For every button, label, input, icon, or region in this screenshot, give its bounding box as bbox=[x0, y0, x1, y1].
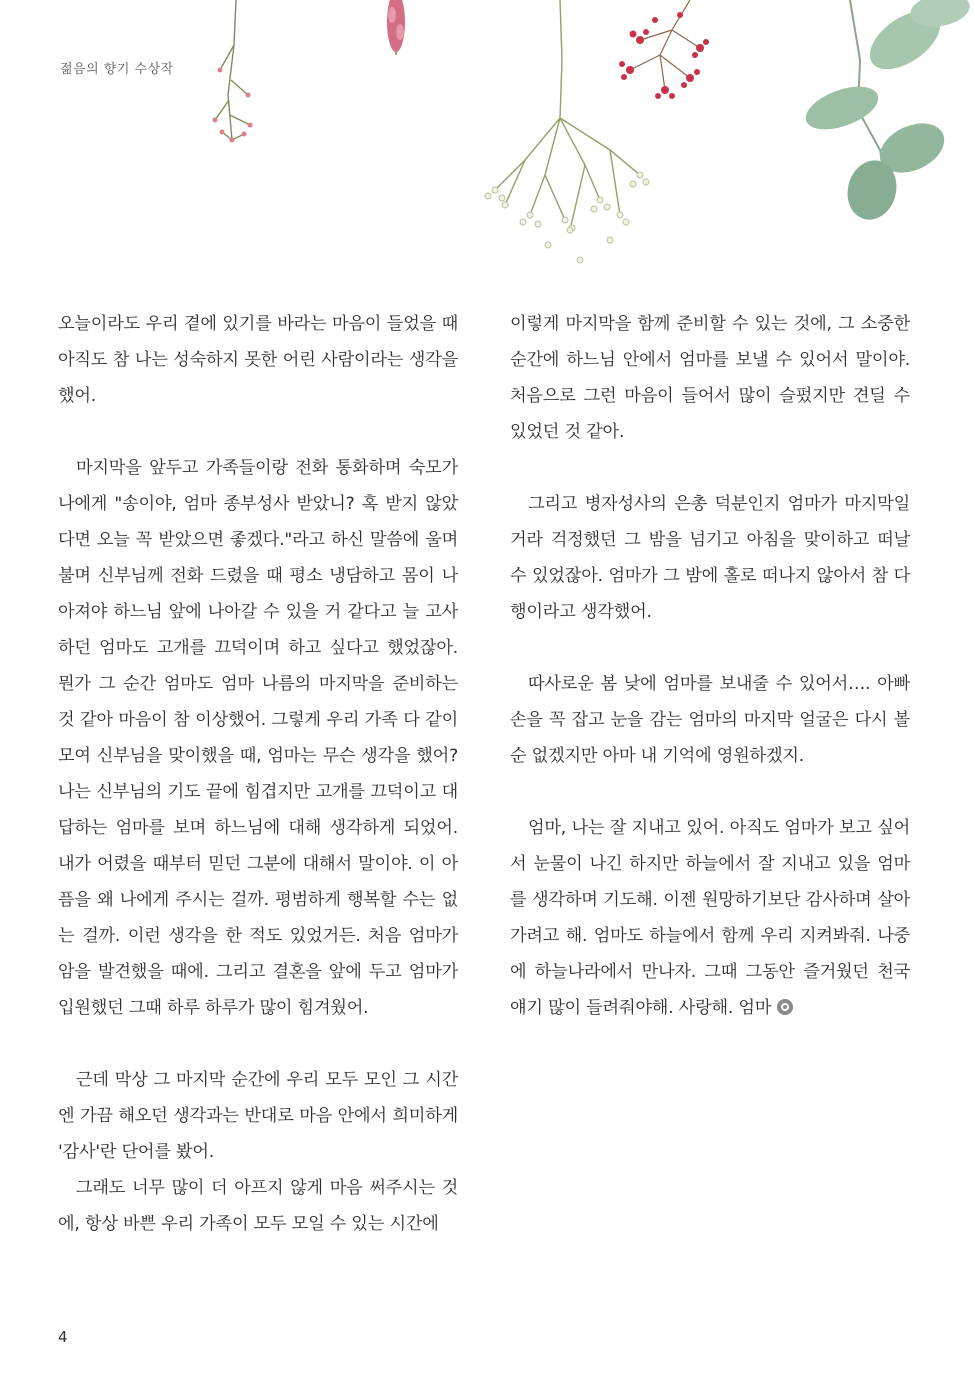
right-paragraph-3: 따사로운 봄 낮에 엄마를 보내줄 수 있어서…. 아빠 손을 꼭 잡고 눈을 감는 엄마의 마지막 얼굴은 다시 볼 순 없겠지만 아마 내 기억에 영원하겠지. bbox=[510, 674, 910, 766]
right-column bbox=[510, 306, 910, 1026]
right-paragraph-4 bbox=[510, 810, 910, 1026]
eucalyptus-branch bbox=[800, 0, 972, 225]
left-paragraph-1: 오늘이라도 우리 곁에 있기를 바라는 마음이 들었을 때 아직도 참 나는 성숙하지 못한 어린 사람이라는 생각을 했어. bbox=[58, 314, 458, 406]
running-header: 젊음의 향기 수상작 bbox=[60, 62, 174, 77]
pink-spike-flower bbox=[387, 0, 405, 55]
left-column bbox=[58, 306, 458, 1242]
page-number: 4 bbox=[58, 1328, 68, 1346]
right-paragraph-1: 이렇게 마지막을 함께 준비할 수 있는 것에, 그 소중한 순간에 하느님 안에서 엄마를 보낼 수 있어서 말이야. 처음으로 그런 마음이 들어서 많이 슬펐지만 견딜 수 있었던 것 같아. bbox=[510, 314, 910, 442]
right-paragraph-2: 그리고 병자성사의 은총 덕분인지 엄마가 마지막일 거라 걱정했던 그 밤을 넘기고 아침을 맞이하고 떠날 수 있었잖아. 엄마가 그 밤에 홀로 떠나지 않아서 참 다행이라고 생각했어. bbox=[510, 494, 910, 622]
left-paragraph-2: 마지막을 앞두고 가족들이랑 전화 통화하며 숙모가 나에게 "송이야, 엄마 종부성사 받았니? 혹 받지 않았다면 오늘 꼭 받았으면 좋겠다."라고 하신 말씀에 울며불며 신부님께 전화 드렸을 때 평소 냉담하고 몸이 나아져야 하느님 앞에 나아갈 수 있을 거 같다고 늘 고사하던 엄마도 고개를 끄덕이며 하고 싶다고 했었잖아. 뭔가 그 순간 엄마도 엄마 나름의 마지막을 준비하는 것 같아 마음이 참 이상했어. 그렇게 우리 가족 다 같이 모여 신부님을 맞이했을 때, 엄마는 무슨 생각을 했어? 나는 신부님의 기도 끝에 힘겹지만 고개를 끄덕이고 대답하는 엄마를 보며 하느님에 대해 생각하게 되었어. 내가 어렸을 때부터 믿던 그분에 대해서 말이야. 이 아픔을 왜 나에게 주시는 걸까. 평범하게 행복할 수는 없는 걸까. 이런 생각을 한 적도 있었거든. 처음 엄마가 암을 발견했을 때에. 그리고 결혼을 앞에 두고 엄마가 입원했던 그때 하루 하루가 많이 힘겨웠어. bbox=[58, 458, 458, 1018]
left-paragraph-3: 근데 막상 그 마지막 순간에 우리 모두 모인 그 시간엔 가끔 해오던 생각과는 반대로 마음 안에서 희미하게 '감사'란 단어를 봤어. bbox=[58, 1070, 458, 1162]
end-mark-icon bbox=[777, 999, 793, 1015]
left-paragraph-4: 그래도 너무 많이 더 아프지 않게 마음 써주시는 것에, 항상 바쁜 우리 가족이 모두 모일 수 있는 시간에 bbox=[58, 1178, 458, 1234]
white-gypsophila bbox=[495, 0, 640, 230]
right-paragraph-4-text: 엄마, 나는 잘 지내고 있어. 아직도 엄마가 보고 싶어서 눈물이 나긴 하지만 하늘에서 잘 지내고 있을 엄마를 생각하며 기도해. 이젠 원망하기보단 감사하며 살아가려고 해. 엄마도 하늘에서 함께 우리 지켜봐줘. 나중에 하늘나라에서 만나자. 그때 그동안 즐거웠던 천국 얘기 많이 들려줘야해. 사랑해. 엄마 bbox=[510, 818, 910, 1018]
flower-decoration bbox=[0, 0, 975, 300]
